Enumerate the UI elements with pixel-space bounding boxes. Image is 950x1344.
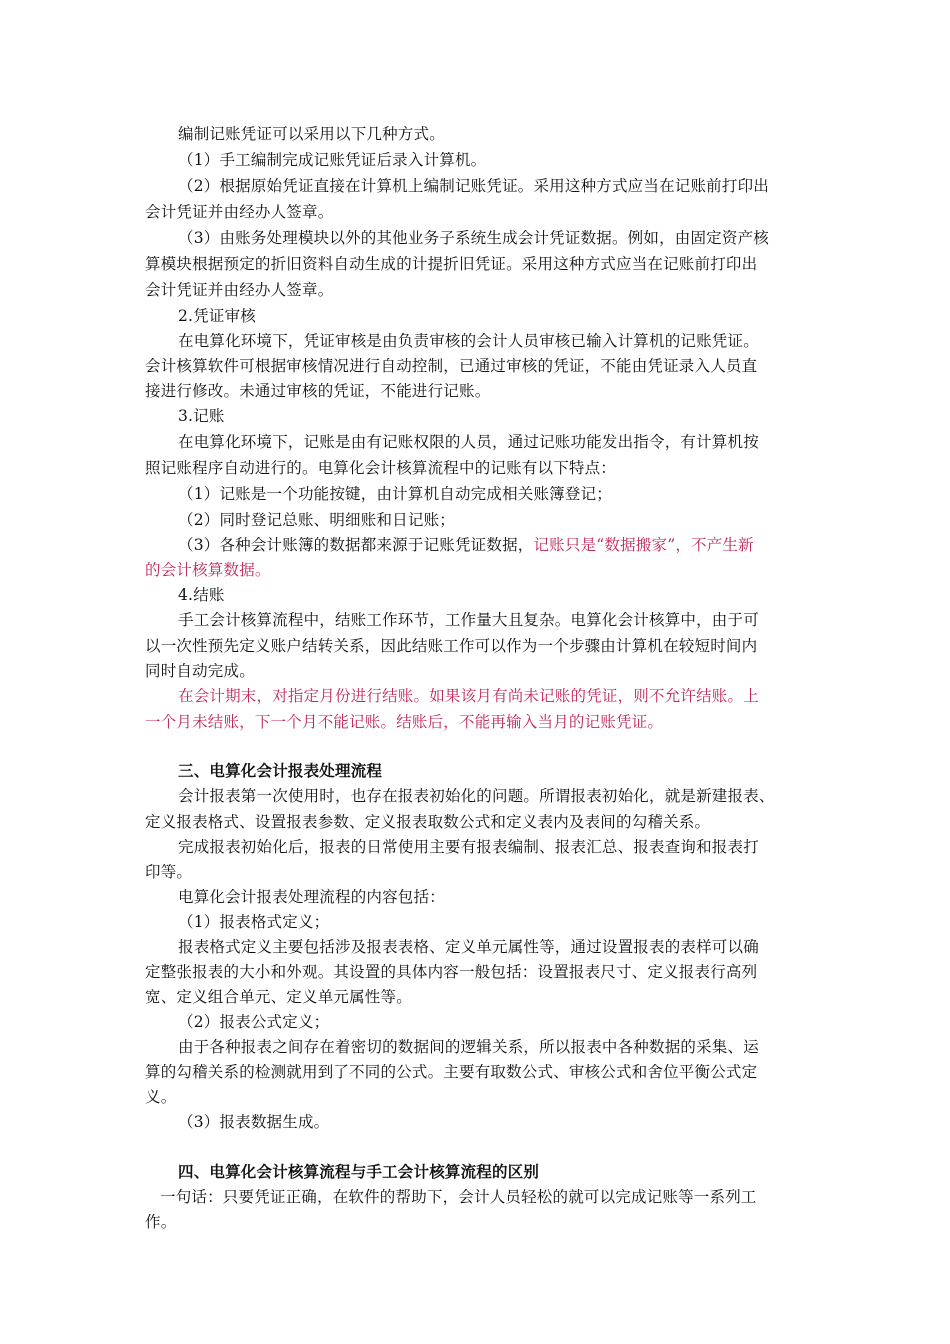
section-3-item-3-text: （3）各种会计账簿的数据都来源于记账凭证数据， (178, 536, 534, 554)
part-3-item-2-paragraph-line-1: 由于各种报表之间存在着密切的数据间的逻辑关系，所以报表中各种数据的采集、运 (178, 1038, 759, 1056)
method-item-3-line-3: 会计凭证并由经办人签章。 (145, 281, 334, 299)
part-3-item-2: （2）报表公式定义； (178, 1013, 330, 1031)
part-3-item-2-paragraph-line-2: 算的勾稽关系的检测就用到了不同的公式。主要有取数公式、审核公式和舍位平衡公式定 (145, 1063, 758, 1081)
part-4-paragraph-line-1: 一句话：只要凭证正确，在软件的帮助下，会计人员轻松的就可以完成记账等一系列工 (160, 1188, 757, 1206)
section-4-paragraph-line-2: 以一次性预先定义账户结转关系，因此结账工作可以作为一个步骤由计算机在较短时间内 (145, 637, 758, 655)
part-3-paragraph-3: 电算化会计报表处理流程的内容包括： (178, 888, 445, 906)
section-3-item-1: （1）记账是一个功能按键，由计算机自动完成相关账簿登记； (178, 485, 612, 503)
part-3-item-1-paragraph-line-1: 报表格式定义主要包括涉及报表表格、定义单元属性等，通过设置报表的表样可以确 (178, 938, 759, 956)
section-2-paragraph-line-2: 会计核算软件可根据审核情况进行自动控制，已通过审核的凭证，不能由凭证录入人员直 (145, 357, 758, 375)
method-item-3-line-2: 算模块根据预定的折旧资料自动生成的计提折旧凭证。采用这种方式应当在记账前打印出 (145, 255, 758, 273)
intro-paragraph: 编制记账凭证可以采用以下几种方式。 (178, 125, 445, 143)
section-4-title: 4.结账 (178, 586, 225, 604)
section-3-item-2: （2）同时登记总账、明细账和日记账； (178, 511, 455, 529)
part-3-item-1-paragraph-line-3: 宽、定义组合单元、定义单元属性等。 (145, 988, 412, 1006)
closing-rule-line-1: 在会计期末，对指定月份进行结账。如果该月有尚未记账的凭证，则不允许结账。上 (178, 687, 759, 705)
data-move-highlight: 记账只是“数据搬家”，不产生新 (533, 536, 754, 554)
section-4-paragraph-line-1: 手工会计核算流程中，结账工作环节，工作量大且复杂。电算化会计核算中，由于可 (178, 611, 759, 629)
part-3-item-3: （3）报表数据生成。 (178, 1113, 330, 1131)
section-3-item-3-line-2: 的会计核算数据。 (145, 561, 271, 579)
part-3-item-1-paragraph-line-2: 定整张报表的大小和外观。其设置的具体内容一般包括：设置报表尺寸、定义报表行高列 (145, 963, 758, 981)
method-item-2-line-2: 会计凭证并由经办人签章。 (145, 203, 334, 221)
section-3-paragraph-line-1: 在电算化环境下，记账是由有记账权限的人员，通过记账功能发出指令，有计算机按 (178, 433, 759, 451)
part-3-paragraph-1-line-2: 定义报表格式、设置报表参数、定义报表取数公式和定义表内及表间的勾稽关系。 (145, 813, 711, 831)
section-2-paragraph-line-1: 在电算化环境下，凭证审核是由负责审核的会计人员审核已输入计算机的记账凭证。 (178, 332, 759, 350)
part-3-item-2-paragraph-line-3: 义。 (145, 1088, 177, 1106)
closing-rule-line-2: 一个月未结账，下一个月不能记账。结账后，不能再输入当月的记账凭证。 (145, 713, 664, 731)
section-2-title: 2.凭证审核 (178, 307, 256, 325)
part-4-heading: 四、电算化会计核算流程与手工会计核算流程的区别 (178, 1163, 540, 1181)
section-2-paragraph-line-3: 接进行修改。未通过审核的凭证，不能进行记账。 (145, 382, 491, 400)
method-item-2-line-1: （2）根据原始凭证直接在计算机上编制记账凭证。采用这种方式应当在记账前打印出 (178, 177, 769, 195)
section-3-item-3-line-1 (178, 535, 754, 555)
part-3-paragraph-2-line-2: 印等。 (145, 863, 193, 881)
section-3-paragraph-line-2: 照记账程序自动进行的。电算化会计核算流程中的记账有以下特点： (145, 459, 617, 477)
part-3-paragraph-1-line-1: 会计报表第一次使用时，也存在报表初始化的问题。所谓报表初始化，就是新建报表、 (178, 787, 775, 805)
method-item-3-line-1: （3）由账务处理模块以外的其他业务子系统生成会计凭证数据。例如，由固定资产核 (178, 229, 769, 247)
section-3-title: 3.记账 (178, 407, 225, 425)
section-4-paragraph-line-3: 同时自动完成。 (145, 662, 255, 680)
method-item-1: （1）手工编制完成记账凭证后录入计算机。 (178, 151, 487, 169)
part-3-item-1: （1）报表格式定义； (178, 913, 330, 931)
part-4-paragraph-line-2: 作。 (145, 1213, 177, 1231)
part-3-heading: 三、电算化会计报表处理流程 (178, 762, 383, 780)
part-3-paragraph-2-line-1: 完成报表初始化后，报表的日常使用主要有报表编制、报表汇总、报表查询和报表打 (178, 838, 759, 856)
